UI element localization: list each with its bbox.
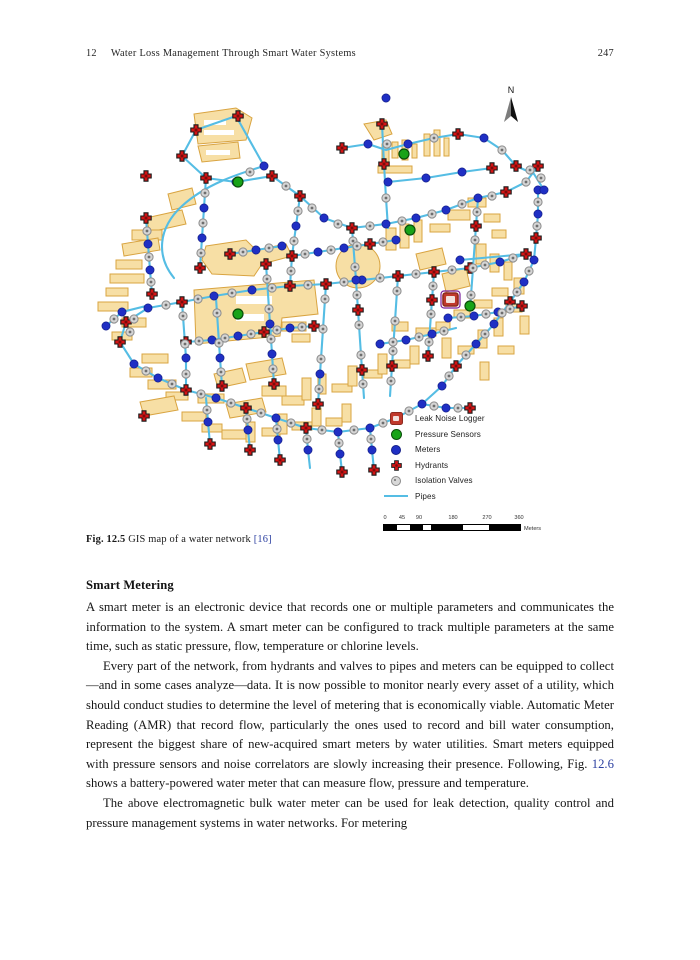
legend-label: Hydrants xyxy=(415,460,449,470)
scale-tick: 0 xyxy=(383,515,387,521)
legend-label: Meters xyxy=(415,445,441,455)
legend-label: Pressure Sensors xyxy=(415,429,481,439)
running-head xyxy=(86,48,614,59)
scale-tick: 45 xyxy=(398,515,406,521)
running-head-left xyxy=(86,48,356,59)
figure-caption-label: Fig. 12.5 xyxy=(86,534,126,545)
legend-item-meters xyxy=(383,442,563,458)
chapter-number: 12 xyxy=(86,48,97,59)
pressure-sensor-icon xyxy=(383,429,409,440)
scale-tick: 180 xyxy=(448,515,458,521)
leak-noise-logger-marker xyxy=(441,291,460,308)
figure-12-5 xyxy=(86,78,614,532)
body-content xyxy=(86,578,614,833)
meter-icon xyxy=(383,445,409,455)
figure-caption-text: GIS map of a water network xyxy=(128,534,251,545)
scale-unit-label: Meters xyxy=(524,525,542,532)
legend-item-isolation-valves xyxy=(383,473,563,489)
page-number: 247 xyxy=(597,48,614,59)
figure-caption xyxy=(86,534,614,545)
hydrant-icon xyxy=(383,459,409,472)
leak-noise-logger-icon xyxy=(383,412,409,425)
scale-tick-labels xyxy=(383,515,535,524)
legend-item-hydrants xyxy=(383,458,563,474)
isolation-valve-icon xyxy=(383,476,409,486)
north-label: N xyxy=(507,85,515,95)
section-heading: Smart Metering xyxy=(86,578,174,592)
north-arrow-icon xyxy=(500,95,522,125)
paragraph-2-part-b: shows a battery-powered water meter that can measure flow, pressure and temperature. xyxy=(86,776,529,791)
scale-tick: 360 xyxy=(514,515,524,521)
scale-bar-graphic xyxy=(383,524,542,532)
map-legend xyxy=(383,411,563,504)
chapter-title: Water Loss Management Through Smart Water Systems xyxy=(110,48,356,59)
legend-item-leak-noise-logger xyxy=(383,411,563,427)
paragraph-1: A smart meter is an electronic device that records one or multiple parameters and communicates the information to the system. A smart meter can be configured to track multiple parameters at the same time, such as static pressure, flow, temperature or chlorine levels. xyxy=(86,600,614,654)
scale-tick: 90 xyxy=(415,515,423,521)
paragraph-3: The above electromagnetic bulk water meter can be used for leak detection, quality control and pressure management systems in water networks. For metering xyxy=(86,795,614,830)
legend-label: Leak Noise Logger xyxy=(415,414,485,424)
scale-tick: 270 xyxy=(482,515,492,521)
legend-item-pipes xyxy=(383,489,563,505)
north-arrow xyxy=(500,85,522,130)
citation-link-16[interactable]: [16] xyxy=(253,534,272,545)
paragraph-2-part-a: Every part of the network, from hydrants and valves to pipes and meters can be equipped to collect—and in some cases analyze—data. It is now possible to monitor nearly every asset of a utility, which should conduct studies to determine the level of metering that is economically viable. Automatic Meter Reading (AMR) that record flow, particularly the ones used to record and bill water consumption, represent the biggest share of new-acquired smart meters by water utilities. Smart meters equipped with pressure sensors and noise correlators are slowly increasing their presence. Following, Fig. xyxy=(86,658,614,771)
paragraph-2 xyxy=(86,657,614,794)
legend-label: Pipes xyxy=(415,491,436,501)
pipe-line-icon xyxy=(383,495,409,497)
figure-link-12-6[interactable]: 12.6 xyxy=(591,756,614,771)
legend-item-pressure-sensors xyxy=(383,427,563,443)
map-scale-bar xyxy=(383,515,542,532)
legend-label: Isolation Valves xyxy=(415,476,473,486)
